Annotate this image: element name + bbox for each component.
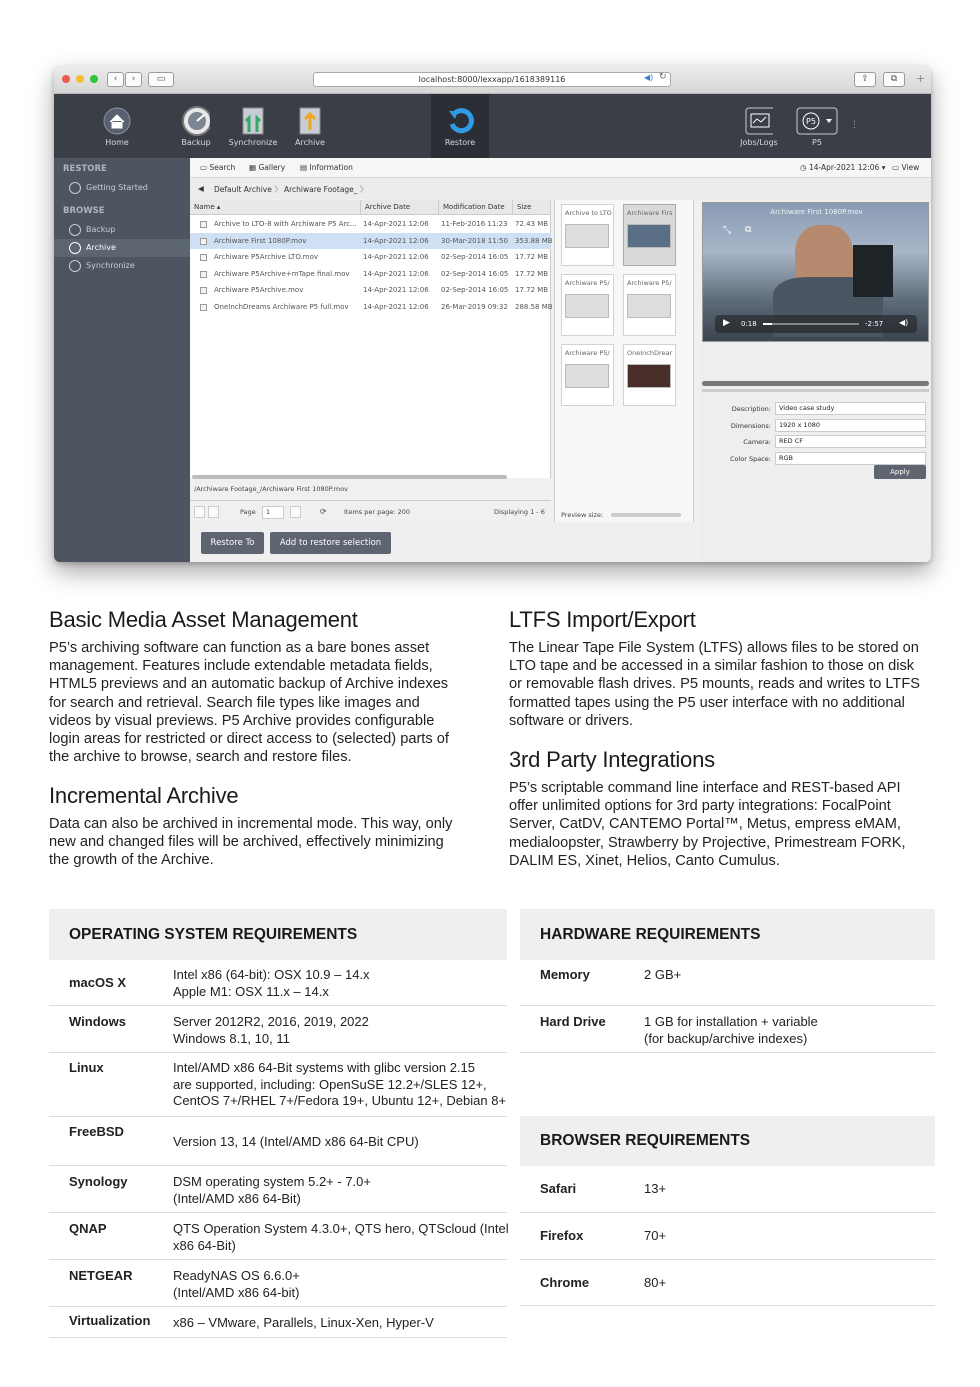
table-cell: 02-Sep-2014 16:05	[441, 269, 509, 278]
table-row[interactable]	[190, 233, 551, 250]
section-line: P5’s archiving software can function as a bare bones asset	[49, 640, 430, 656]
thumbnail-image	[565, 294, 609, 318]
requirement-value	[644, 1275, 666, 1292]
table-cell: 17.72 MB	[515, 269, 549, 278]
requirement-name: Windows	[69, 1014, 126, 1029]
content-toolbar	[190, 158, 931, 178]
add-to-restore-selection-button[interactable]: Add to restore selection	[270, 532, 391, 554]
address-bar[interactable]: localhost:8000/lexxapp/1618389116	[313, 72, 671, 87]
table-cell: 14-Apr-2021 12:06	[363, 269, 429, 278]
backup-small-icon	[69, 224, 81, 236]
volume-icon[interactable]: ◀)	[899, 318, 909, 327]
requirement-name: macOS X	[69, 975, 127, 990]
minimize-window-icon[interactable]	[76, 75, 84, 83]
requirement-line: CentOS 7+/RHEL 7+/Fedora 19+, Ubuntu 12+, Debian 8+	[173, 1093, 507, 1108]
sidebar-section-restore: RESTORE	[63, 164, 107, 174]
toolbar-restore[interactable]	[431, 94, 489, 158]
requirement-name: Synology	[69, 1174, 128, 1189]
requirement-row	[520, 1166, 935, 1213]
requirement-name: NETGEAR	[69, 1268, 133, 1283]
requirement-line: Intel x86 (64-bit): OSX 10.9 – 14.x	[173, 967, 370, 982]
gallery-item[interactable]	[623, 274, 676, 336]
section-line: for search and retrieval. Search file types like images and	[49, 694, 420, 711]
requirement-value	[644, 1014, 818, 1047]
p5-badge-text: P5	[806, 117, 816, 126]
metadata-field[interactable]: Video case study	[775, 402, 926, 415]
column-header-label: Name	[194, 203, 215, 211]
requirement-line: 80+	[644, 1275, 667, 1290]
thumbnail-image	[627, 294, 671, 318]
requirement-value	[173, 1174, 371, 1207]
toolbar-label: Backup	[181, 138, 211, 147]
toolbar-backup[interactable]	[167, 94, 225, 158]
requirement-line: (Intel/AMD x86 64-Bit)	[173, 1190, 301, 1206]
tab-label: Gallery	[258, 163, 286, 172]
toolbar-archive[interactable]	[281, 94, 339, 158]
toolbar-label: Home	[105, 138, 129, 147]
play-icon[interactable]: ▶	[723, 318, 730, 328]
video-camera	[853, 245, 893, 297]
requirement-line: 2 GB+	[644, 967, 682, 982]
archive-icon	[296, 107, 324, 135]
section-line: new and changed files will be archived, effectively minimizing	[49, 834, 444, 851]
requirement-line: Windows 8.1, 10, 11	[173, 1030, 290, 1046]
section-line: medialoopster, Strawberry by Projective, Primestream FORK,	[509, 834, 906, 851]
requirement-row	[520, 960, 935, 1006]
app-toolbar	[54, 94, 931, 158]
file-icon	[200, 287, 207, 294]
tab-information[interactable]: ▤ Information	[300, 163, 353, 172]
table-row[interactable]	[190, 282, 551, 299]
toolbar-label: Restore	[444, 138, 476, 147]
requirement-value	[173, 1134, 419, 1151]
audio-icon[interactable]: ◀)	[644, 73, 654, 82]
table-cell: Archiware P5Archive+mTape final.mov	[214, 269, 350, 278]
section-body	[49, 639, 489, 766]
gallery-item-label: Archiware P5/	[565, 349, 610, 357]
jobs-logs-icon	[745, 107, 773, 135]
section-title: LTFS Import/Export	[509, 607, 696, 632]
section-title: Basic Media Asset Management	[49, 607, 358, 632]
items-per-page: Items per page: 200	[344, 508, 411, 516]
section-line: The Linear Tape File System (LTFS) allows files to be stored on	[509, 640, 919, 656]
requirement-row	[49, 1053, 507, 1117]
section-line: P5’s scriptable command line interface and REST-based API	[509, 780, 901, 796]
sidebar-item-synchronize[interactable]	[54, 257, 190, 275]
table-cell: 14-Apr-2021 12:06	[363, 286, 429, 294]
tab-search[interactable]: ▭ Search	[200, 163, 236, 172]
requirement-line: are supported, including: OpenSuSE 12.2+/SLES 12+,	[173, 1076, 487, 1092]
table-cell: Archiware P5Archive.mov	[214, 286, 304, 294]
requirement-line: Apple M1: OSX 11.x – 14.x	[173, 983, 329, 999]
requirement-row	[49, 960, 507, 1006]
requirement-name: Linux	[69, 1060, 104, 1075]
breadcrumb-label: Archiware Footage_	[284, 185, 358, 194]
more-icon[interactable]: ⋮	[850, 120, 859, 130]
metadata-field[interactable]: RGB	[775, 452, 926, 465]
requirement-line: Server 2012R2, 2016, 2019, 2022	[173, 1014, 369, 1029]
table-row[interactable]	[190, 266, 551, 283]
gallery-item[interactable]	[623, 204, 676, 266]
seek-bar[interactable]	[763, 323, 859, 325]
gallery-item-label: Archiware P5/	[565, 279, 610, 287]
view-label: View	[901, 163, 920, 172]
horizontal-scrollbar[interactable]	[192, 475, 507, 479]
requirement-line: QTS Operation System 4.3.0+, QTS hero, QTScloud (Intel	[173, 1221, 509, 1236]
metadata-field[interactable]: 1920 x 1080	[775, 419, 926, 432]
table-cell: 11-Feb-2016 11:23	[441, 220, 508, 228]
column-header-modification-date[interactable]: Modification Date	[439, 200, 513, 215]
refresh-icon[interactable]: ⟳	[320, 507, 327, 516]
requirement-value	[173, 1268, 300, 1301]
sidebar-section-browse: BROWSE	[63, 206, 105, 216]
sidebar-item-label: Getting Started	[86, 183, 148, 192]
column-header-size[interactable]: Size	[513, 200, 551, 215]
section-line: management. Features include extendable metadata fields,	[49, 658, 433, 675]
close-window-icon[interactable]	[62, 75, 70, 83]
new-tab-icon[interactable]: +	[916, 72, 926, 85]
table-cell: Archiware P5Archive LTO.mov	[214, 253, 319, 261]
table-cell: 02-Sep-2014 16:05	[441, 253, 509, 261]
pager	[194, 506, 551, 520]
table-cell: OneInchDreams Archiware P5 full.mov	[214, 302, 349, 311]
toolbar-label: Synchronize	[228, 138, 278, 147]
table-cell: 17.72 MB	[515, 286, 549, 294]
section-line: Server, CatDV, CANTEMO Portal™, Metus, empress eMAM,	[509, 816, 901, 833]
prev-page-icon[interactable]	[208, 506, 219, 518]
synchronize-small-icon	[69, 260, 81, 272]
seek-progress	[763, 323, 772, 325]
gallery-item-label: Archiware Firs	[627, 209, 673, 217]
requirement-value	[644, 967, 681, 984]
maximize-window-icon[interactable]	[90, 75, 98, 83]
gallery-item-label: Archiware P5/	[627, 279, 672, 287]
requirement-name: Safari	[540, 1181, 577, 1196]
splitter[interactable]	[702, 389, 929, 392]
displaying-count: Displaying 1 - 6	[494, 508, 545, 516]
tabs-icon[interactable]: ⧉	[883, 72, 905, 87]
tab-label: Search	[209, 163, 236, 172]
table-cell: Archiware First 1080P.mov	[214, 236, 307, 245]
page-input[interactable]: 1	[262, 506, 284, 519]
sidebar-item-getting-started[interactable]	[54, 179, 190, 197]
os-requirements-header: OPERATING SYSTEM REQUIREMENTS	[49, 909, 507, 960]
next-page-icon[interactable]	[290, 506, 301, 518]
section-line: the archive to browse, search and restore files.	[49, 749, 352, 766]
gallery-item-label: Archive to LTO	[565, 209, 612, 217]
gallery-panel	[554, 200, 694, 526]
gallery-item-label: OneInchDrear	[627, 349, 673, 357]
toolbar-jobs-logs[interactable]	[730, 94, 788, 158]
table-cell: 17.72 MB	[515, 253, 549, 261]
toolbar-p5[interactable]	[788, 94, 846, 158]
table-row[interactable]	[190, 216, 551, 233]
file-icon	[200, 238, 207, 245]
forward-icon[interactable]: ›	[125, 72, 142, 87]
breadcrumb-back-icon[interactable]: ◀	[198, 184, 204, 193]
section-line: formatted tapes using the P5 user interface with no additional	[509, 694, 905, 711]
tab-label: Information	[309, 163, 353, 172]
apply-button[interactable]: Apply	[874, 465, 926, 479]
requirement-row	[49, 1117, 507, 1166]
table-cell: 14-Apr-2021 12:06	[363, 236, 429, 245]
sidebar-item-archive[interactable]	[54, 239, 190, 257]
hardware-requirements-header: HARDWARE REQUIREMENTS	[520, 909, 935, 960]
metadata-field[interactable]: RED CF	[775, 435, 926, 448]
section-body	[49, 815, 489, 870]
requirement-value	[173, 1315, 434, 1332]
table-cell: 353.88 MB	[515, 236, 553, 245]
section-line: DALIM ES, Xinet, Helios, Canto Cumulus.	[509, 852, 780, 869]
requirement-name: FreeBSD	[69, 1124, 124, 1139]
preview-size-label: Preview size:	[561, 511, 604, 519]
section-line: software or drivers.	[509, 712, 634, 729]
metadata-label: Dimensions:	[730, 421, 771, 430]
restore-to-button[interactable]: Restore To	[201, 532, 264, 554]
getting-started-icon	[69, 182, 81, 194]
section-title: Incremental Archive	[49, 783, 239, 808]
requirement-name: Virtualization	[69, 1313, 151, 1328]
breadcrumb	[190, 178, 931, 199]
divider	[190, 500, 551, 501]
requirement-line: Intel/AMD x86 64-Bit systems with glibc version 2.15	[173, 1060, 476, 1075]
gallery-item[interactable]	[623, 344, 676, 406]
toolbar-label: P5	[812, 138, 822, 147]
requirement-line: DSM operating system 5.2+ - 7.0+	[173, 1174, 371, 1189]
time-remaining: -2:57	[865, 320, 884, 328]
fullscreen-icon[interactable]: ⤡	[723, 225, 731, 236]
requirement-line: x86 64-Bit)	[173, 1237, 236, 1253]
restore-icon	[446, 107, 474, 135]
requirement-value	[173, 1221, 509, 1254]
thumbnail-image	[627, 224, 671, 248]
section-line: LTO tape and be accessed in a similar fashion to those on disk	[509, 658, 915, 675]
sidebar-item-label: Backup	[86, 225, 116, 234]
requirement-line: 1 GB for installation + variable	[644, 1014, 818, 1029]
table-cell: 02-Sep-2014 16:05	[441, 286, 509, 294]
sidebar-item-backup[interactable]	[54, 221, 190, 239]
section-third-party	[509, 747, 949, 870]
requirement-value	[644, 1228, 666, 1245]
page-label: Page	[240, 508, 256, 516]
backup-icon	[182, 107, 210, 135]
video-controls	[715, 315, 917, 333]
gallery-item[interactable]	[561, 204, 614, 266]
requirement-value	[173, 1014, 369, 1047]
requirement-value	[644, 1181, 666, 1198]
section-body	[509, 779, 949, 870]
table-row[interactable]	[190, 249, 551, 266]
action-bar	[190, 522, 695, 562]
section-line: offer unlimited options for 3rd party integrations: FocalPoint	[509, 798, 891, 815]
preview-title: Archiware First 1080P.mov	[770, 208, 863, 216]
section-body	[509, 639, 949, 730]
requirement-line: 13+	[644, 1181, 667, 1196]
section-line: login areas for restricted or direct access to (selected) parts of	[49, 731, 449, 748]
requirement-row	[49, 1307, 507, 1338]
requirement-row	[520, 1006, 935, 1053]
table-cell: 72.43 MB	[515, 220, 549, 228]
section-line: or removable flash drives. P5 mounts, reads and writes to LTFS	[509, 676, 920, 693]
breadcrumb-label: Default Archive	[214, 185, 272, 194]
file-icon	[200, 221, 207, 228]
sidebar-item-label: Archive	[86, 243, 116, 252]
requirement-line: (Intel/AMD x86 64-bit)	[173, 1284, 300, 1300]
table-cell: Archive to LTO-8 with Archiware P5 Arc...	[214, 220, 357, 228]
browser-requirements-header: BROWSER REQUIREMENTS	[520, 1116, 935, 1166]
thumbnail-image	[565, 364, 609, 388]
requirement-line: x86 – VMware, Parallels, Linux-Xen, Hyper-V	[173, 1315, 434, 1330]
gallery-item[interactable]	[561, 344, 614, 406]
file-icon	[200, 271, 207, 278]
section-ltfs	[509, 607, 949, 730]
section-line: videos by visual previews. P5 Archive provides configurable	[49, 712, 435, 729]
section-incremental	[49, 783, 489, 870]
date-selector[interactable]: ◷ 14-Apr-2021 12:06 ▾	[800, 163, 886, 172]
preview-size-slider[interactable]	[611, 513, 681, 517]
first-page-icon[interactable]	[194, 506, 205, 518]
requirement-row	[49, 1213, 507, 1260]
p5-icon	[796, 107, 838, 135]
browser-chrome	[54, 66, 931, 94]
metadata-label: Color Space:	[729, 454, 771, 463]
metadata-label: Description:	[731, 405, 771, 413]
file-icon	[200, 304, 207, 311]
requirement-value	[173, 1060, 506, 1110]
sidebar-toggle-icon[interactable]: ▭	[148, 72, 174, 87]
table-cell: 14-Apr-2021 12:06	[363, 253, 429, 261]
sidebar	[54, 158, 190, 562]
section-line: Data can also be archived in incremental mode. This way, only	[49, 816, 453, 832]
requirement-line: (for backup/archive indexes)	[644, 1030, 808, 1046]
table-cell: 14-Apr-2021 12:06	[363, 302, 429, 311]
date-value: 14-Apr-2021 12:06	[808, 163, 880, 172]
requirement-name: Firefox	[540, 1228, 584, 1243]
requirement-row	[49, 1260, 507, 1307]
selected-path: /Archiware Footage_/Archiware First 1080P.mov	[194, 485, 348, 493]
requirement-row	[49, 1006, 507, 1053]
metadata-label: Camera:	[743, 438, 771, 446]
column-header-name[interactable]: Name ▴	[190, 200, 361, 215]
preview-scrollbar[interactable]	[702, 381, 929, 386]
main-panel	[190, 158, 931, 562]
toolbar-label: Archive	[295, 138, 325, 147]
back-icon[interactable]: ‹	[107, 72, 124, 87]
preview-panel	[700, 200, 931, 562]
requirement-row	[49, 1166, 507, 1213]
section-title: 3rd Party Integrations	[509, 747, 715, 772]
view-button[interactable]: ▭ View	[892, 163, 920, 172]
column-header-archive-date[interactable]: Archive Date	[361, 200, 439, 215]
requirement-name: Memory	[540, 967, 590, 982]
table-cell: 26-Mar-2019 09:32	[441, 302, 508, 311]
table-cell: 14-Apr-2021 12:06	[363, 220, 429, 228]
toolbar-synchronize[interactable]	[224, 94, 282, 158]
share-icon[interactable]: ⇪	[854, 72, 876, 87]
video-player[interactable]	[702, 202, 929, 342]
section-basic-media	[49, 607, 489, 766]
table-cell: 288.58 MB	[515, 302, 553, 311]
sidebar-item-label: Synchronize	[86, 261, 135, 270]
requirement-row	[520, 1213, 935, 1260]
requirement-line: 70+	[644, 1228, 667, 1243]
toolbar-home[interactable]	[88, 94, 146, 158]
breadcrumb-item[interactable]: Default Archive 〉	[214, 185, 282, 194]
requirement-name: QNAP	[69, 1221, 107, 1236]
file-table	[190, 200, 551, 478]
requirement-name: Chrome	[540, 1275, 590, 1290]
gallery-item[interactable]	[561, 274, 614, 336]
requirement-line: ReadyNAS OS 6.6.0+	[173, 1268, 300, 1283]
home-icon	[103, 107, 131, 135]
thumbnail-image	[627, 364, 671, 388]
requirement-value	[173, 967, 370, 1000]
section-line: the growth of the Archive.	[49, 852, 214, 869]
table-row[interactable]	[190, 299, 551, 316]
table-cell: 30-Mar-2018 11:50	[441, 236, 508, 245]
picture-in-picture-icon[interactable]: ⧉	[745, 225, 752, 235]
synchronize-icon	[239, 107, 267, 135]
requirement-line: Version 13, 14 (Intel/AMD x86 64-Bit CPU)	[173, 1134, 419, 1149]
breadcrumb-item[interactable]: Archiware Footage_ 〉	[284, 185, 368, 194]
archive-small-icon	[69, 242, 81, 254]
requirement-row	[520, 1260, 935, 1306]
tab-gallery[interactable]: ▦ Gallery	[249, 163, 286, 172]
file-icon	[200, 254, 207, 261]
time-elapsed: 0:18	[741, 320, 757, 328]
section-line: HTML5 previews and an automatic backup of Archive indexes	[49, 676, 449, 693]
requirement-name: Hard Drive	[540, 1014, 606, 1029]
reload-icon[interactable]: ↻	[659, 72, 667, 82]
toolbar-label: Jobs/Logs	[740, 138, 778, 147]
thumbnail-image	[565, 224, 609, 248]
app-screenshot-window	[54, 66, 931, 562]
